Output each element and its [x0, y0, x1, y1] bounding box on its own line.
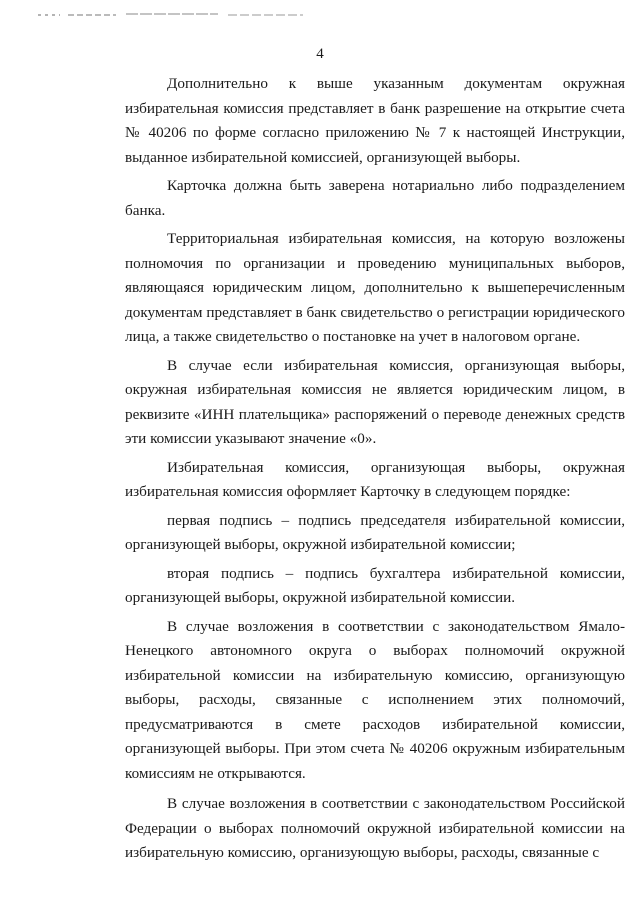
document-body	[125, 72, 625, 866]
paragraph-regional-law-case: В случае возложения в соответствии с законодательством Ямало-Ненецкого автономного округа о выборах полномочий окружной избирательной комиссии на избирательную комиссию, организующую выборы, расходы, связанные с исполнением этих полномочий, предусматриваются в смете расходов избирательной комиссии, организующей выборы. При этом счета № 40206 окружным избирательным комиссиям не открываются.	[125, 617, 625, 782]
paragraph-card-certification: Карточка должна быть заверена нотариально либо подразделением банка.	[125, 177, 625, 219]
paragraph-first-signature: первая подпись – подпись председателя избирательной комиссии, организующей выборы, окружной избирательной комиссии;	[125, 511, 625, 553]
paragraph-second-signature: вторая подпись – подпись бухгалтера избирательной комиссии, организующей выборы, окружной избирательной комиссии.	[125, 564, 625, 606]
page-number: 4	[316, 46, 324, 62]
paragraph-federal-law-case: В случае возложения в соответствии с законодательством Российской Федерации о выборах полномочий окружной избирательной комиссии на избирательную комиссию, организующую выборы, расходы, связанные с	[125, 795, 625, 861]
paragraph-card-order: Избирательная комиссия, организующая выборы, окружная избирательная комиссия оформляет Карточку в следующем порядке:	[125, 458, 625, 500]
paragraph-permission-note: Дополнительно к выше указанным документам окружная избирательная комиссия представляет в банк разрешение на открытие счета № 40206 по форме согласно приложению № 7 к настоящей Инструкции, выданное избирательной комиссией, организующей выборы.	[125, 75, 625, 166]
scan-artifact-line	[38, 12, 303, 18]
paragraph-territorial-commission: Территориальная избирательная комиссия, на которую возложены полномочия по организации и проведению муниципальных выборов, являющаяся юридическим лицом, дополнительно к вышеперечисленным документам представляет в банк свидетельство о регистрации юридического лица, а также свидетельство о постановке на учет в налоговом органе.	[125, 230, 625, 345]
paragraph-inn-value: В случае если избирательная комиссия, организующая выборы, окружная избирательная комиссия не является юридическим лицом, в реквизите «ИНН плательщика» распоряжений о переводе денежных средств эти комиссии указывают значение «0».	[125, 356, 625, 447]
